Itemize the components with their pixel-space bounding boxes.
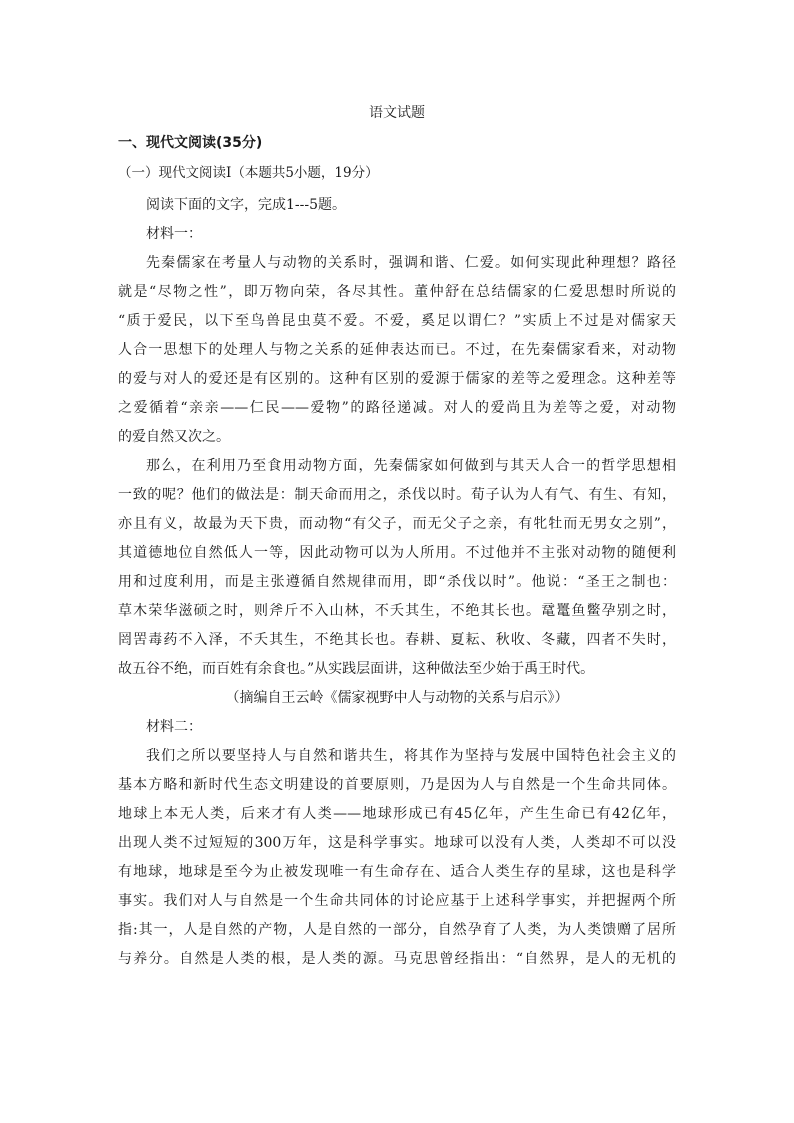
paragraph-line: 与养分。自然是人类的根，是人类的源。马克思曾经指出：“自然界，是人的无机的 (118, 951, 676, 967)
paragraph-line: 亦且有义，故最为天下贵，而动物“有父子，而无父子之亲，有牝牡而无男女之别”， (118, 516, 676, 532)
paragraph-line: 地球上本无人类，后来才有人类——地球形成已有45亿年，产生生命已有42亿年， (118, 806, 676, 822)
paragraph-line: 基本方略和新时代生态文明建设的首要原则，乃是因为人与自然是一个生命共同体。 (118, 777, 676, 793)
instruction-text: 阅读下面的文字，完成1---5题。 (146, 197, 347, 213)
material1-paragraph2 (118, 452, 676, 684)
paragraph-line: 罔罟毒药不入泽，不夭其生，不绝其长也。春耕、夏耘、秋收、冬藏，四者不失时， (118, 632, 676, 648)
paragraph-line: 草木荣华滋硕之时，则斧斤不入山林，不夭其生，不绝其长也。鼋鼍鱼鳖孕别之时， (118, 603, 676, 619)
paragraph-line: “质于爱民，以下至鸟兽昆虫莫不爱。不爱，奚足以谓仁？”实质上不过是对儒家天 (118, 313, 676, 329)
paragraph-line: 的爱自然又次之。 (118, 429, 230, 445)
material2-paragraph1 (118, 742, 676, 974)
sub-heading: （一）现代文阅读Ⅰ（本题共5小题，19分） (118, 165, 379, 181)
paragraph-line: 指:其一，人是自然的产物，人是自然的一部分，自然孕育了人类，为人类馈赠了居所 (118, 922, 676, 938)
material1-source: （摘编自王云岭《儒家视野中人与动物的关系与启示》） (225, 690, 569, 706)
paragraph-line: 之爱循着“亲亲——仁民——爱物”的路径递减。对人的爱尚且为差等之爱，对动物 (118, 400, 676, 416)
exam-page (118, 102, 676, 974)
paragraph-line: 有地球，地球是至今为止被发现唯一有生命存在、适合人类生存的星球，这也是科学 (118, 864, 676, 880)
material2-label: 材料二： (146, 719, 202, 735)
paragraph-line: 就是“尽物之性”，即万物向荣，各尽其性。董仲舒在总结儒家的仁爱思想时所说的 (118, 284, 676, 300)
paragraph-line: 那么，在利用乃至食用动物方面，先秦儒家如何做到与其天人合一的哲学思想相 (146, 458, 676, 474)
paragraph-line: 事实。我们对人与自然是一个生命共同体的讨论应基于上述科学事实，并把握两个所 (118, 893, 676, 909)
paragraph-line: 故五谷不绝，而百姓有余食也。”从实践层面讲，这种做法至少始于禹王时代。 (118, 661, 595, 677)
paragraph-line: 用和过度利用，而是主张遵循自然规律而用，即“杀伐以时”。他说：“圣王之制也： (118, 574, 676, 590)
page-title: 语文试题 (369, 105, 425, 121)
paragraph-line: 其道德地位自然低人一等，因此动物可以为人所用。不过他并不主张对动物的随便利 (118, 545, 676, 561)
paragraph-line: 我们之所以要坚持人与自然和谐共生，将其作为坚持与发展中国特色社会主义的 (146, 748, 676, 764)
section-heading: 一、现代文阅读(35分) (118, 135, 263, 151)
paragraph-line: 先秦儒家在考量人与动物的关系时，强调和谐、仁爱。如何实现此种理想？路径 (146, 255, 676, 271)
material1-label: 材料一： (146, 226, 202, 242)
paragraph-line: 一致的呢？他们的做法是：制天命而用之，杀伐以时。荀子认为人有气、有生、有知， (118, 487, 676, 503)
paragraph-line: 的爱与对人的爱还是有区别的。这种有区别的爱源于儒家的差等之爱理念。这种差等 (118, 371, 676, 387)
material1-paragraph1 (118, 249, 676, 452)
paragraph-line: 人合一思想下的处理人与物之关系的延伸表达而已。不过，在先秦儒家看来，对动物 (118, 342, 676, 358)
paragraph-line: 出现人类不过短短的300万年，这是科学事实。地球可以没有人类，人类却不可以没 (118, 835, 676, 851)
